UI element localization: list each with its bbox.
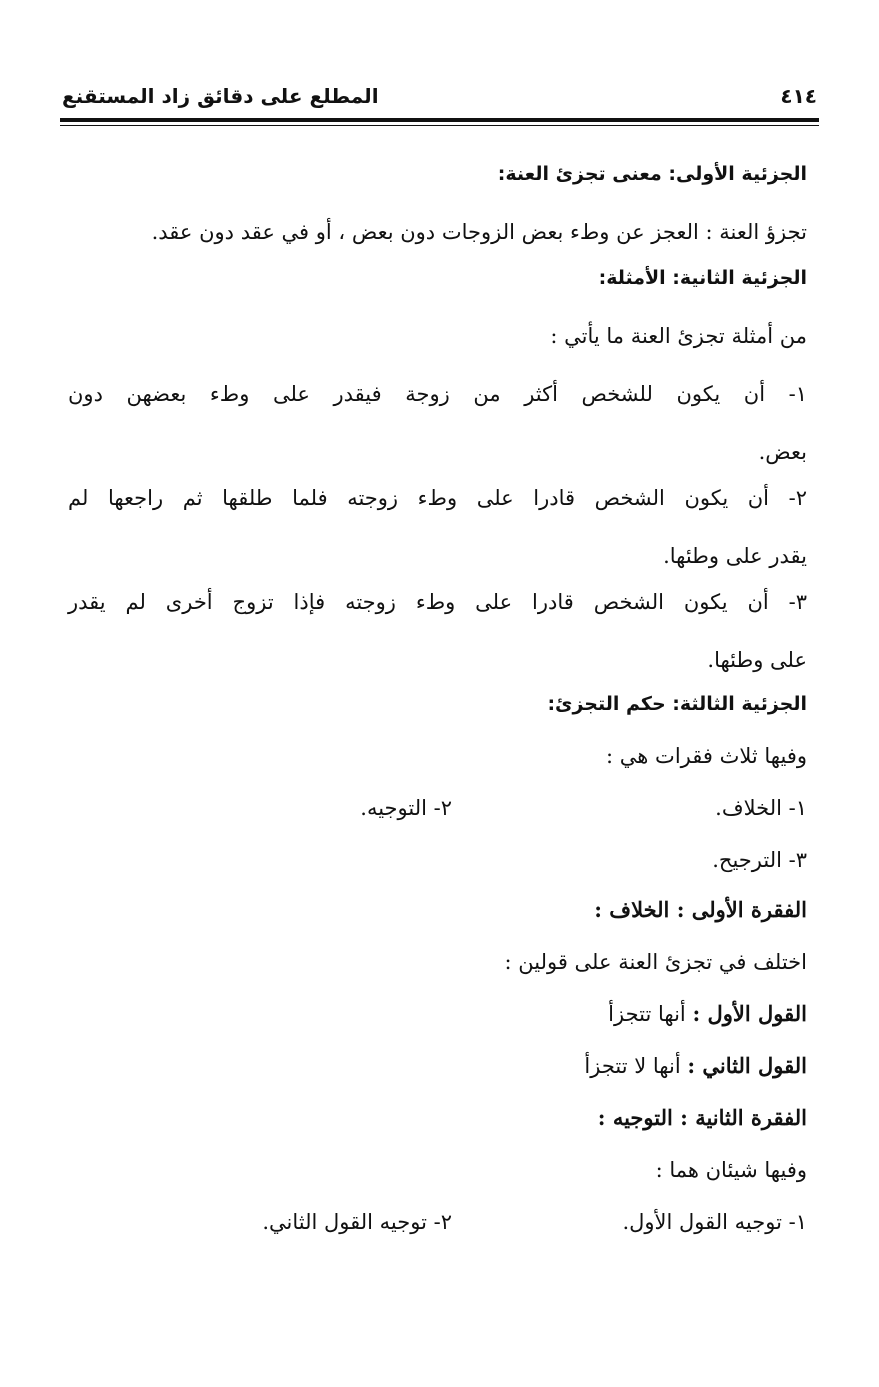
header-rule-thin <box>60 125 819 126</box>
example-3-line-2: على وطئها. <box>707 648 807 672</box>
dispute-intro: اختلف في تجزئ العنة على قولين : <box>504 950 807 974</box>
opinion-2-text: أنها لا تتجزأ <box>584 1054 681 1078</box>
justification-item-2: ٢- توجيه القول الثاني. <box>262 1210 452 1234</box>
opinion-1-text: أنها تتجزأ <box>608 1002 686 1026</box>
page-header <box>62 84 817 116</box>
examples-intro: من أمثلة تجزئ العنة ما يأتي : <box>550 324 807 348</box>
justification-item-1: ١- توجيه القول الأول. <box>622 1210 807 1234</box>
justification-list-row <box>68 1206 807 1238</box>
opinion-1 <box>68 998 807 1030</box>
opinion-2-label: القول الثاني : <box>687 1053 807 1078</box>
section-heading-1: الجزئية الأولى: معنى تجزئ العنة: <box>497 163 807 185</box>
section-heading-2: الجزئية الثانية: الأمثلة: <box>598 267 807 289</box>
paragraph-list-row <box>68 792 807 824</box>
paragraph-item-3: ٣- الترجيح. <box>712 848 807 872</box>
book-title: المطلع على دقائق زاد المستقنع <box>62 84 379 108</box>
section-heading-3: الجزئية الثالثة: حكم التجزئ: <box>547 693 807 715</box>
page-number: ٤١٤ <box>780 84 817 108</box>
two-things-intro: وفيها شيئان هما : <box>655 1158 807 1182</box>
header-rule-thick <box>60 118 819 122</box>
subsection-heading-2: الفقرة الثانية : التوجيه : <box>597 1105 807 1130</box>
example-3-line-1: ٣- أن يكون الشخص قادرا على وطء زوجته فإذا تزوج أخرى لم يقدر <box>68 590 807 614</box>
paragraphs-intro: وفيها ثلاث فقرات هي : <box>606 744 807 768</box>
page-body <box>68 158 807 1238</box>
subsection-heading-1: الفقرة الأولى : الخلاف : <box>594 897 807 922</box>
example-2-line-2: يقدر على وطئها. <box>663 544 807 568</box>
definition-text: تجزؤ العنة : العجز عن وطء بعض الزوجات دون بعض ، أو في عقد دون عقد. <box>151 220 807 244</box>
example-2-line-1: ٢- أن يكون الشخص قادرا على وطء زوجته فلما طلقها ثم راجعها لم <box>68 486 807 510</box>
paragraph-item-2: ٢- التوجيه. <box>360 796 452 820</box>
example-1-line-2: بعض. <box>758 440 807 464</box>
paragraph-item-1: ١- الخلاف. <box>715 796 807 820</box>
opinion-2 <box>68 1050 807 1082</box>
opinion-1-label: القول الأول : <box>692 1001 807 1026</box>
example-1-line-1: ١- أن يكون للشخص أكثر من زوجة فيقدر على وطء بعضهن دون <box>68 382 807 406</box>
